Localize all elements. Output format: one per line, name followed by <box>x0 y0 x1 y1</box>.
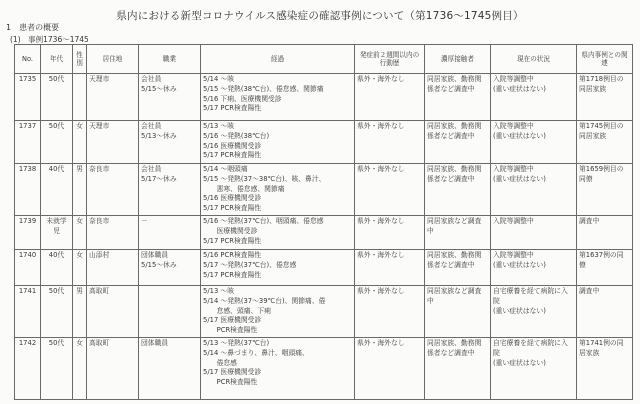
cell-related: 第1741例の同居家族 <box>577 338 633 400</box>
header-history: 経過 <box>201 45 355 74</box>
cell-history: 5/14 ～咳 5/15 ～発熱(38℃台)、倦怠感、関節痛 5/16 下痢、医療機関受診 5/17 PCR検査陽性 <box>201 74 355 121</box>
cell-residence: 山添村 <box>87 250 139 286</box>
cell-occupation: 団体職員 5/15～休み <box>139 250 201 286</box>
table-row <box>15 74 633 121</box>
cell-contacts: 同居家族、勤務関係者など調査中 <box>425 338 491 400</box>
cell-related: 第1718例目の同居家族 <box>577 74 633 121</box>
cell-travel: 県外・海外なし <box>355 164 425 216</box>
cell-contacts: 同居家族、勤務関係者など調査中 <box>425 121 491 164</box>
subsection-heading: (1) 事例1736～1745 <box>10 35 89 44</box>
cell-status: 入院等調整中 (重い症状はない) <box>491 164 577 216</box>
cell-history: 5/14 ～咽頭痛 5/15 ～発熱(37～38℃台)、咳、鼻汁、 悪寒、倦怠感、関節痛 5/16 医療機関受診 5/17 PCR検査陽性 <box>201 164 355 216</box>
cell-related: 調査中 <box>577 216 633 250</box>
cell-residence: 高取町 <box>87 338 139 400</box>
header-occupation: 職業 <box>139 45 201 74</box>
cell-no: 1739 <box>15 216 41 250</box>
cell-status: 入院等調整中 (重い症状はない) <box>491 121 577 164</box>
cell-no: 1735 <box>15 74 41 121</box>
cell-no: 1740 <box>15 250 41 286</box>
cell-travel: 県外・海外なし <box>355 250 425 286</box>
table-row <box>15 286 633 338</box>
cell-age: 40代 <box>41 164 73 216</box>
cell-sex: 女 <box>73 121 87 164</box>
cell-occupation: 団体職員 <box>139 338 201 400</box>
cell-status: 入院等調整中 (重い症状はない) <box>491 74 577 121</box>
cell-history: 5/13 ～咳 5/16 ～発熱(38℃台) 5/16 医療機関受診 5/17 PCR検査陽性 <box>201 121 355 164</box>
cell-no: 1741 <box>15 286 41 338</box>
cell-age: 50代 <box>41 121 73 164</box>
header-age: 年代 <box>41 45 73 74</box>
cell-occupation: 会社員 5/13～休み <box>139 121 201 164</box>
cell-sex: 男 <box>73 164 87 216</box>
cell-occupation: － <box>139 216 201 250</box>
table-header-row <box>15 45 633 74</box>
cell-age: 50代 <box>41 338 73 400</box>
header-travel: 発症前２週間以内の行動歴 <box>355 45 425 74</box>
cell-residence: 高取町 <box>87 286 139 338</box>
cell-sex: 女 <box>73 338 87 400</box>
cell-no: 1742 <box>15 338 41 400</box>
cell-age: 40代 <box>41 250 73 286</box>
section-heading: 1 患者の概要 <box>6 23 60 32</box>
cell-sex <box>73 74 87 121</box>
cell-no: 1738 <box>15 164 41 216</box>
cell-sex: 女 <box>73 250 87 286</box>
cell-related: 調査中 <box>577 286 633 338</box>
cell-occupation: 会社員 5/17～休み <box>139 164 201 216</box>
cell-sex: 男 <box>73 286 87 338</box>
cell-status: 自宅療養を経て病院に入院 (重い症状はない) <box>491 286 577 338</box>
cell-travel: 県外・海外なし <box>355 216 425 250</box>
cell-status: 自宅療養を経て病院に入院 (重い症状はない) <box>491 338 577 400</box>
header-status: 現在の状況 <box>491 45 577 74</box>
cell-residence: 天理市 <box>87 121 139 164</box>
cell-age: 50代 <box>41 74 73 121</box>
table-row <box>15 250 633 286</box>
cell-history: 5/13 ～咳 5/14 ～発熱(37～39℃台)、関節痛、倦 怠感、頭痛、下痢 5/17 医療機関受診 PCR検査陽性 <box>201 286 355 338</box>
cell-contacts: 同居家族、勤務関係者など調査中 <box>425 164 491 216</box>
cell-history: 5/16 ～発熱(37℃台)、咽頭痛、倦怠感 医療機関受診 5/17 PCR検査陽性 <box>201 216 355 250</box>
header-related: 県内事例との関連 <box>577 45 633 74</box>
cell-contacts: 同居家族、勤務関係者など調査中 <box>425 250 491 286</box>
cell-history: 5/16 PCR検査陽性 5/17 ～発熱(37℃台)、倦怠感 5/17 PCR検査陽性 <box>201 250 355 286</box>
cell-contacts: 同居家族など調査中 <box>425 286 491 338</box>
table-row <box>15 338 633 400</box>
cell-related: 第1637例の同僚 <box>577 250 633 286</box>
cell-status: 入院等調整中 (重い症状はない) <box>491 250 577 286</box>
cell-travel: 県外・海外なし <box>355 338 425 400</box>
cell-travel: 県外・海外なし <box>355 286 425 338</box>
table-row <box>15 164 633 216</box>
cell-related: 第1745例目の同居家族 <box>577 121 633 164</box>
cell-history: 5/13 ～発熱(37℃台) 5/14 ～鼻づまり、鼻汁、咽頭痛、 倦怠感 5/17 医療機関受診 PCR検査陽性 <box>201 338 355 400</box>
cell-contacts: 同居家族など調査中 <box>425 216 491 250</box>
cell-age: 未就学児 <box>41 216 73 250</box>
cell-travel: 県外・海外なし <box>355 74 425 121</box>
cell-related: 第1659例目の同僚 <box>577 164 633 216</box>
table-row <box>15 216 633 250</box>
header-no: No. <box>15 45 41 74</box>
cell-occupation: 会社員 5/15～休み <box>139 74 201 121</box>
case-table <box>14 44 633 400</box>
header-sex: 性別 <box>73 45 87 74</box>
cell-age: 50代 <box>41 286 73 338</box>
header-contacts: 濃厚接触者 <box>425 45 491 74</box>
cell-no: 1737 <box>15 121 41 164</box>
cell-residence: 奈良市 <box>87 216 139 250</box>
cell-residence: 天理市 <box>87 74 139 121</box>
cell-residence: 奈良市 <box>87 164 139 216</box>
cell-travel: 県外・海外なし <box>355 121 425 164</box>
cell-occupation <box>139 286 201 338</box>
cell-sex: 女 <box>73 216 87 250</box>
table-row <box>15 121 633 164</box>
cell-status: 入院等調整中 <box>491 216 577 250</box>
document-title: 県内における新型コロナウイルス感染症の確認事例について（第1736～1745例目） <box>116 10 524 22</box>
header-residence: 居住地 <box>87 45 139 74</box>
cell-contacts: 同居家族、勤務関係者など調査中 <box>425 74 491 121</box>
